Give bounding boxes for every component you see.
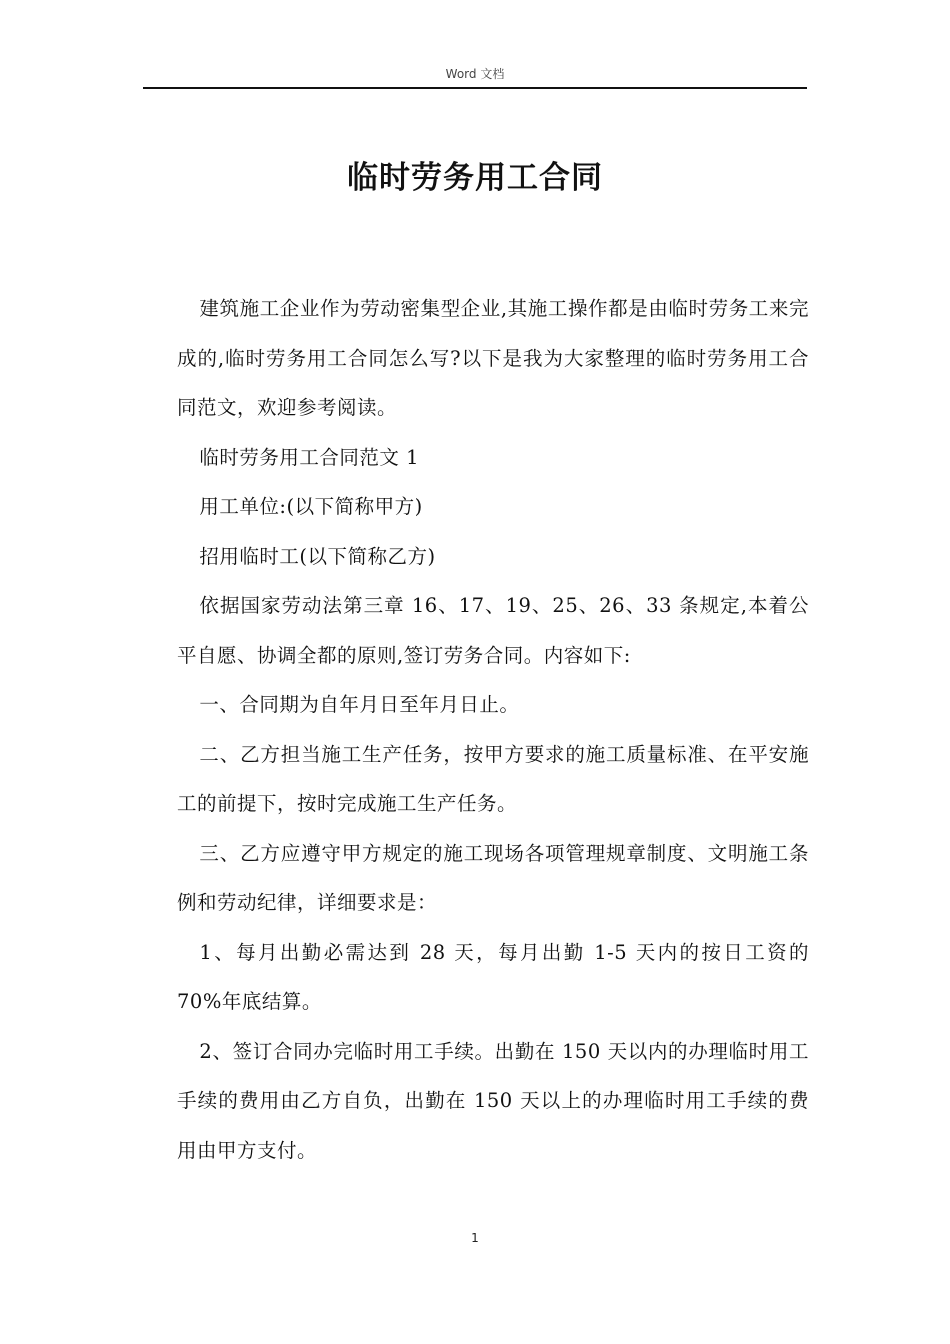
header-divider bbox=[143, 87, 807, 89]
header-label: Word 文档 bbox=[445, 67, 505, 81]
page-number: 1 bbox=[471, 1231, 479, 1245]
paragraph-clause-3: 三、乙方应遵守甲方规定的施工现场各项管理规章制度、文明施工条例和劳动纪律，详细要求是： bbox=[177, 841, 809, 914]
paragraph-item-1: 1、每月出勤必需达到 28 天，每月出勤 1-5 天内的按日工资的 70%年底结算。 bbox=[177, 940, 809, 1013]
paragraph-clause-1: 一、合同期为自年月日至年月日止。 bbox=[199, 693, 520, 716]
page-header bbox=[143, 58, 807, 90]
paragraph-intro: 建筑施工企业作为劳动密集型企业,其施工操作都是由临时劳务工来完成的,临时劳务用工合同怎么写?以下是我为大家整理的临时劳务用工合同范文，欢迎参考阅读。 bbox=[177, 297, 809, 419]
paragraph-legal-basis: 依据国家劳动法第三章 16、17、19、25、26、33 条规定,本着公平自愿、协调全都的原则,签订劳务合同。内容如下: bbox=[177, 594, 809, 667]
paragraph-employee: 招用临时工(以下简称乙方) bbox=[199, 544, 436, 568]
document-title: 临时劳务用工合同 bbox=[347, 160, 603, 196]
paragraph-clause-2: 二、乙方担当施工生产任务，按甲方要求的施工质量标准、在平安施工的前提下，按时完成施工生产任务。 bbox=[177, 742, 809, 815]
paragraph-employer: 用工单位:(以下简称甲方) bbox=[199, 495, 423, 518]
paragraph-section-heading: 临时劳务用工合同范文 1 bbox=[199, 445, 420, 469]
document-body bbox=[177, 284, 809, 1175]
paragraph-item-2: 2、签订合同办完临时用工手续。出勤在 150 天以内的办理临时用工手续的费用由乙方自负，出勤在 150 天以上的办理临时用工手续的费用由甲方支付。 bbox=[177, 1039, 809, 1162]
